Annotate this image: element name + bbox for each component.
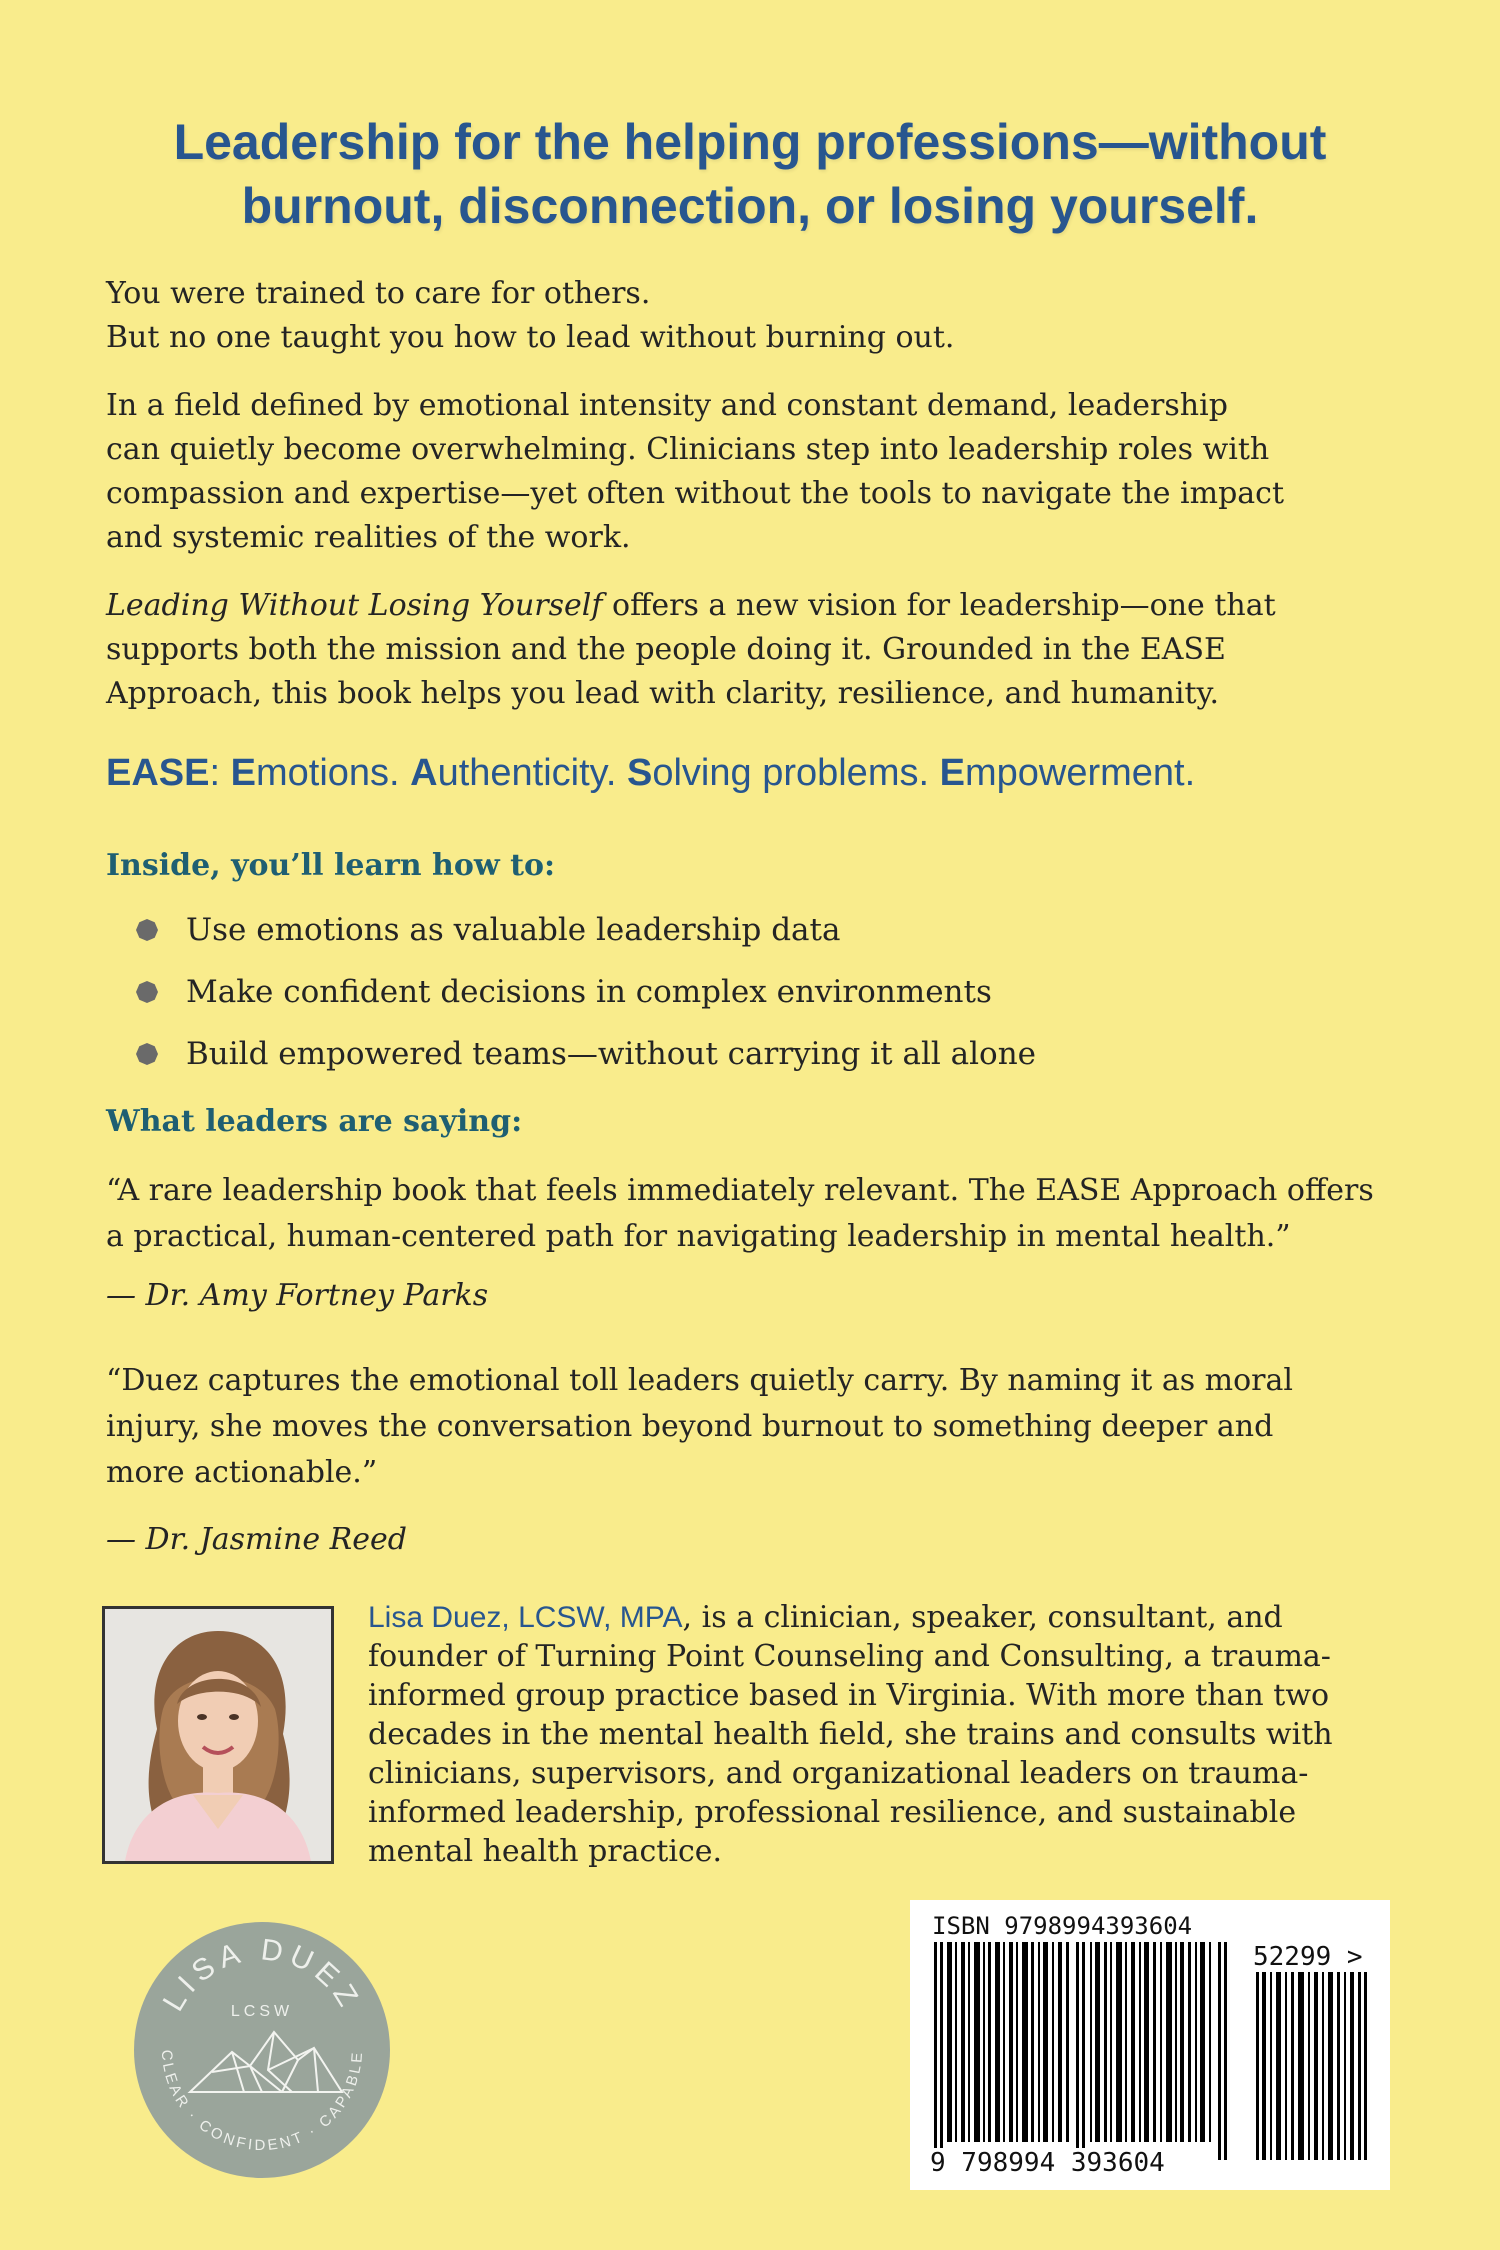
bio-line-3: informed group practice based in Virginia. With more than two — [368, 1678, 1330, 1713]
headline — [90, 110, 1410, 238]
bio-line-5: clinicians, supervisors, and organizational leaders on trauma- — [368, 1756, 1309, 1791]
author-name: Lisa Duez, LCSW, MPA — [368, 1601, 683, 1634]
ease-initial-1: E — [230, 752, 256, 794]
price-code: 52299 > — [1253, 1942, 1363, 1972]
bullet-item — [136, 970, 1336, 1014]
bullet-icon — [136, 1043, 158, 1065]
isbn-label: ISBN 9798994393604 — [932, 1912, 1193, 1940]
ease-colon: : — [209, 752, 231, 794]
bullet-text: Use emotions as valuable leadership data — [186, 912, 841, 948]
testimonial-1-line-2: a practical, human-centered path for navigating leadership in mental health.” — [106, 1219, 1291, 1254]
seal-name: LISA DUEZ — [156, 1933, 368, 2017]
ease-word-1: motions. — [255, 752, 411, 794]
bio-line-4: decades in the mental health field, she trains and consults with — [368, 1717, 1333, 1752]
paragraph-2-line-3: Approach, this book helps you lead with clarity, resilience, and humanity. — [106, 676, 1220, 711]
paragraph-1-line-1: In a field defined by emotional intensity and constant demand, leadership — [106, 388, 1228, 423]
bio-line-1-rest: , is a clinician, speaker, consultant, and — [682, 1600, 1283, 1635]
author-portrait-illustration — [105, 1609, 331, 1861]
bullet-text: Make confident decisions in complex environments — [186, 974, 992, 1010]
headline-line-2: burnout, disconnection, or losing yourself. — [241, 178, 1259, 234]
author-logo-seal — [132, 1920, 392, 2180]
bio-line-2: founder of Turning Point Counseling and Consulting, a trauma- — [368, 1639, 1331, 1674]
bio-line-6: informed leadership, professional resilience, and sustainable — [368, 1795, 1297, 1830]
author-bio — [368, 1598, 1398, 1871]
testimonial-1-author: — Dr. Amy Fortney Parks — [106, 1278, 489, 1313]
ease-initial-4: E — [939, 752, 965, 794]
ease-initial-3: S — [626, 752, 653, 794]
barcode-number: 9 798994 393604 — [930, 2148, 1165, 2178]
barcode-bars-addon — [1256, 1972, 1368, 2160]
ease-initial-2: A — [410, 752, 438, 794]
ease-word-3: olving problems. — [652, 752, 940, 794]
seal-credential: LCSW — [230, 2003, 294, 2020]
paragraph-2-line-2: supports both the mission and the people doing it. Grounded in the EASE — [106, 632, 1226, 667]
testimonial-2-line-3: more actionable.” — [106, 1455, 378, 1490]
headline-line-1: Leadership for the helping professions—without — [173, 114, 1327, 170]
barcode-bars-main — [934, 1942, 1234, 2160]
bio-line-7: mental health practice. — [368, 1834, 723, 1869]
ease-word-4: mpowerment. — [964, 752, 1196, 794]
paragraph-1-line-3: compassion and expertise—yet often without the tools to navigate the impact — [106, 476, 1285, 511]
seal-tagline: CLEAR · CONFIDENT · CAPABLE — [157, 2049, 367, 2155]
ease-word-2: uthenticity. — [437, 752, 627, 794]
intro — [106, 272, 1396, 360]
testimonial-1 — [106, 1168, 1406, 1260]
bullet-icon — [136, 919, 158, 941]
bullet-item — [136, 1032, 1336, 1076]
paragraph-1-line-4: and systemic realities of the work. — [106, 520, 631, 555]
bullet-item — [136, 908, 1336, 952]
paragraph-2-line-1 — [106, 584, 1396, 628]
intro-line-1: You were trained to care for others. — [106, 276, 651, 311]
bullet-text: Build empowered teams—without carrying it all alone — [186, 1036, 1037, 1072]
paragraph-1-line-2: can quietly become overwhelming. Clinicians step into leadership roles with — [106, 432, 1270, 467]
isbn-barcode — [910, 1900, 1390, 2190]
inside-heading: Inside, you’ll learn how to: — [106, 848, 556, 883]
bullet-icon — [136, 981, 158, 1003]
testimonial-2-line-1: “Duez captures the emotional toll leaders quietly carry. By naming it as moral — [106, 1363, 1293, 1398]
ease-tagline — [106, 752, 1406, 795]
testimonial-2 — [106, 1358, 1406, 1496]
book-title: Leading Without Losing Yourself — [106, 588, 603, 623]
intro-line-2: But no one taught you how to lead without burning out. — [106, 320, 955, 355]
testimonial-1-line-1: “A rare leadership book that feels immediately relevant. The EASE Approach offers — [106, 1173, 1374, 1208]
bio-line-1 — [368, 1598, 1398, 1637]
author-photo — [102, 1606, 334, 1864]
testimonials-heading: What leaders are saying: — [106, 1104, 523, 1139]
paragraph-2-line-1-rest: offers a new vision for leadership—one that — [602, 588, 1276, 623]
paragraph-2 — [106, 584, 1396, 716]
paragraph-1 — [106, 384, 1396, 560]
ease-label: EASE — [106, 752, 210, 794]
testimonial-2-author: — Dr. Jasmine Reed — [106, 1522, 407, 1557]
testimonial-2-line-2: injury, she moves the conversation beyond burnout to something deeper and — [106, 1409, 1274, 1444]
